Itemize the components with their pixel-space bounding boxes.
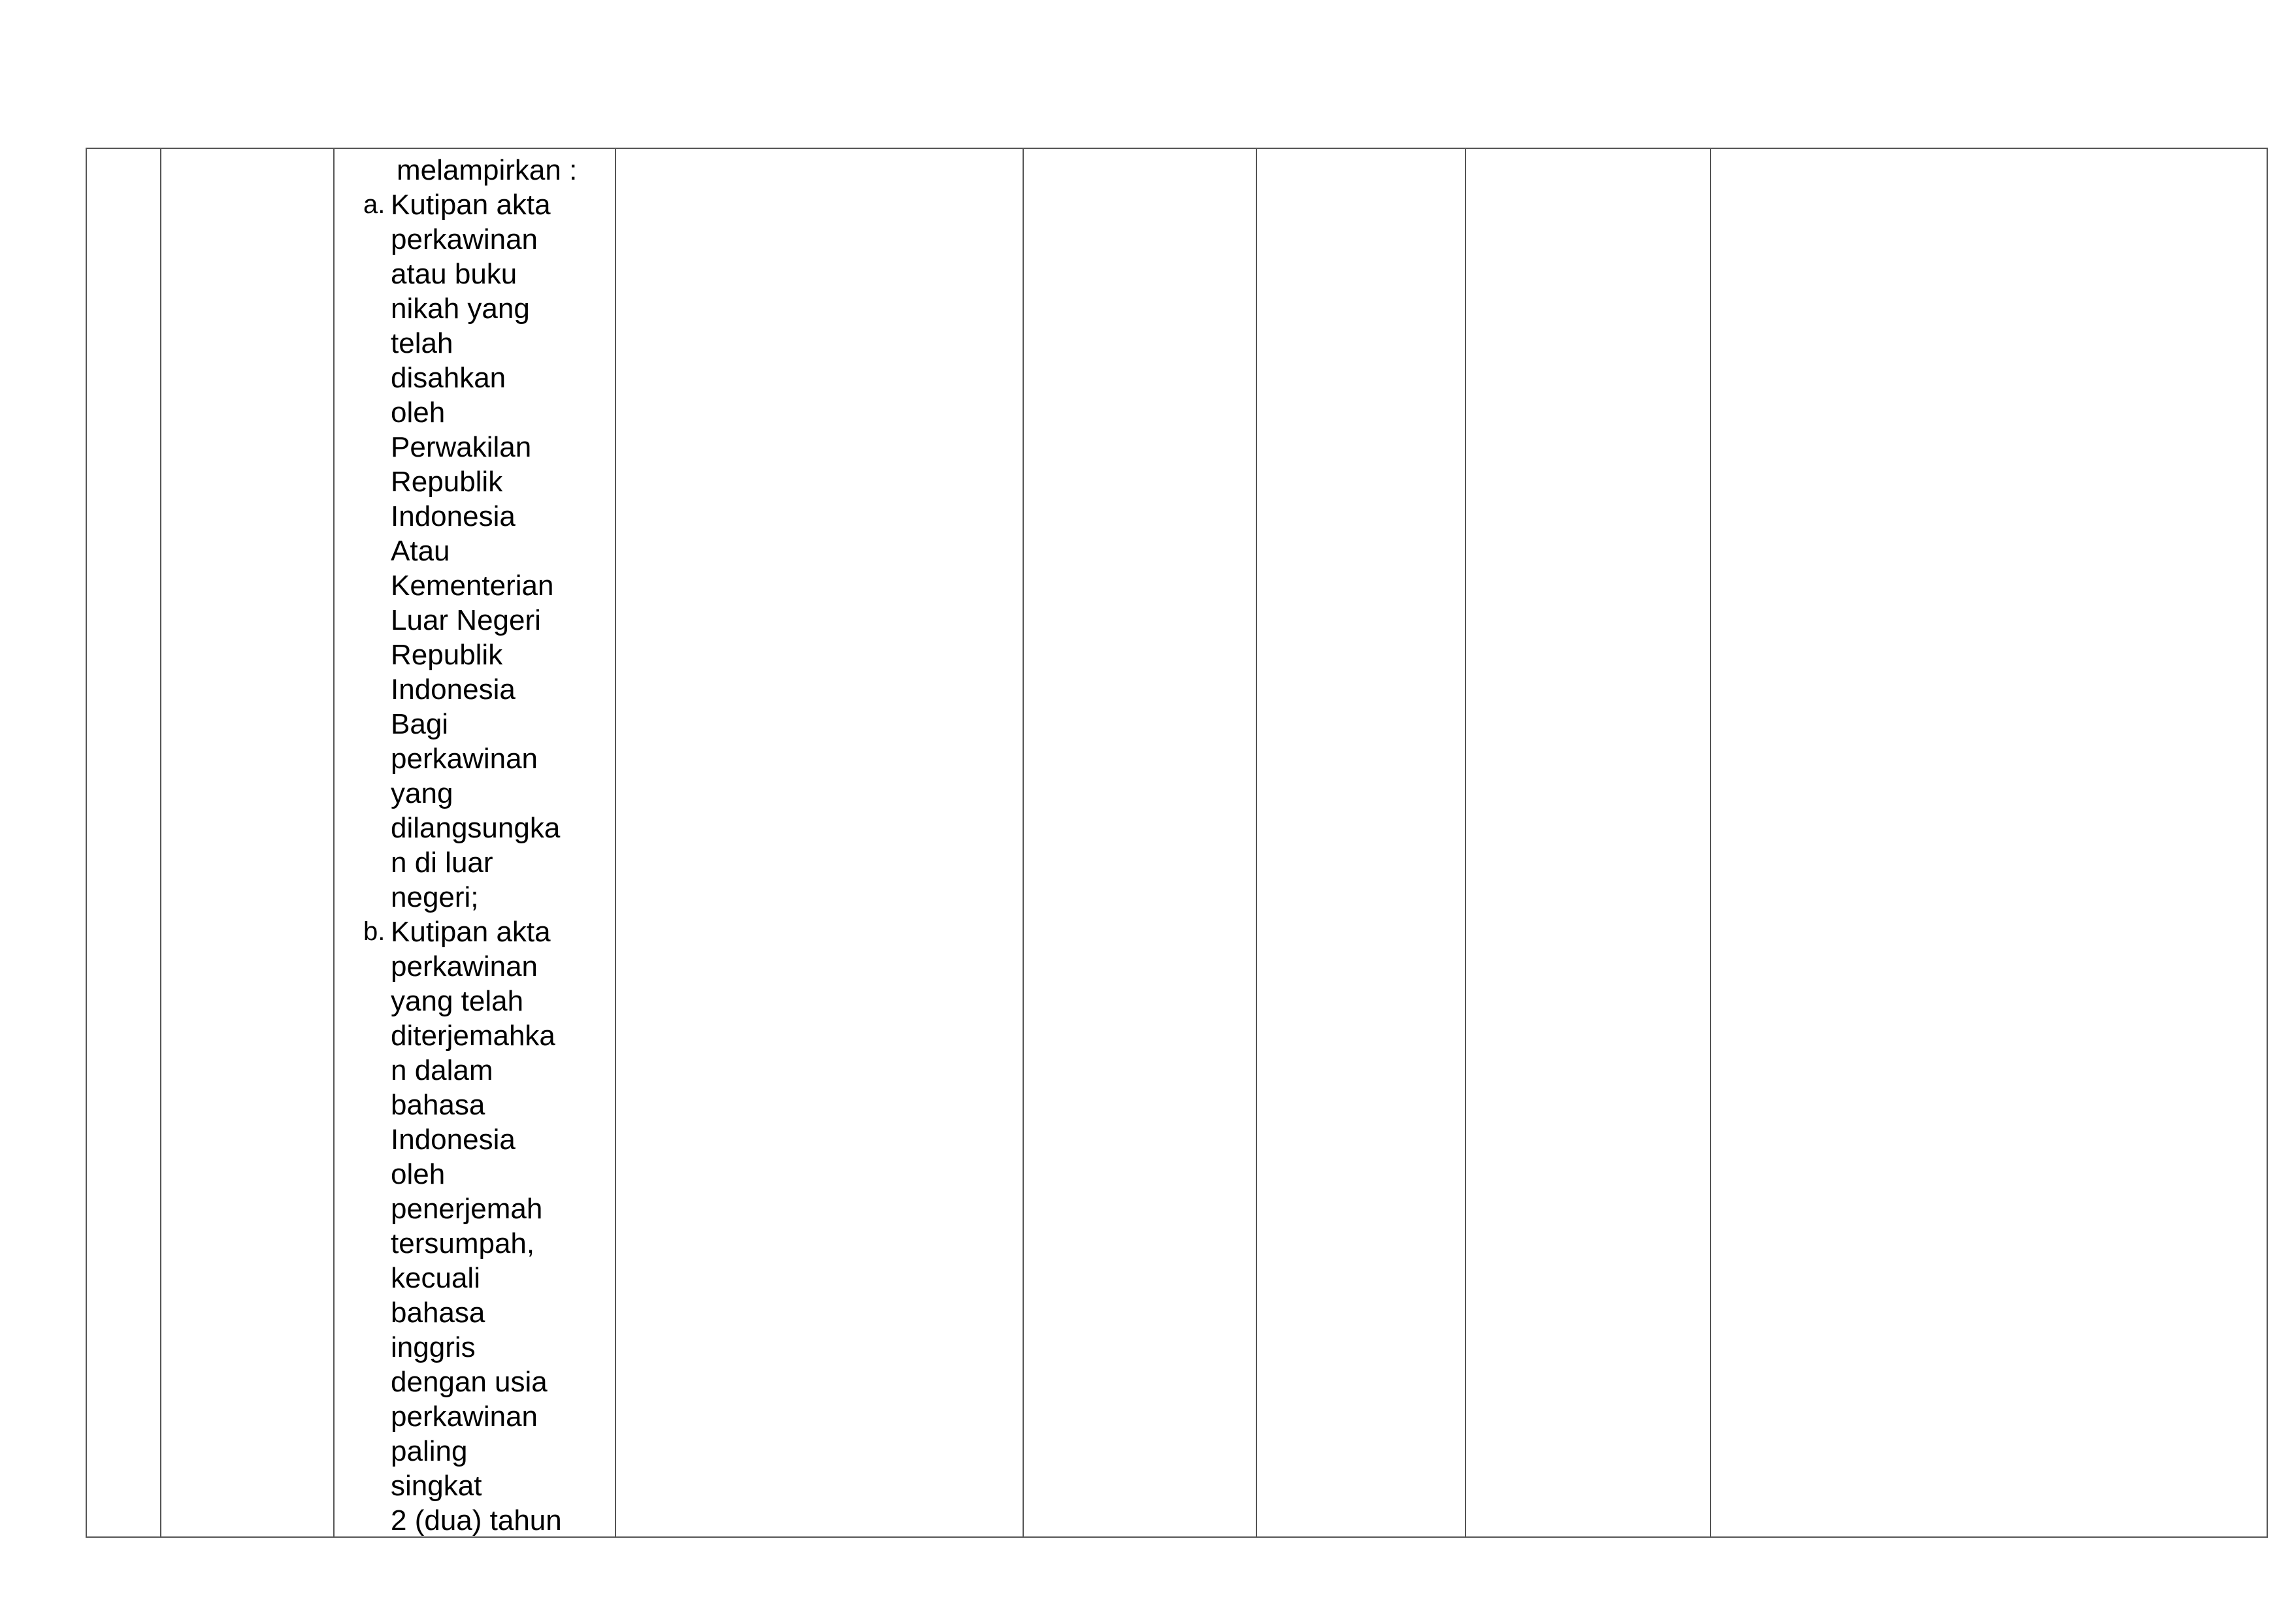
- text-line: tersumpah,: [391, 1227, 535, 1259]
- text-line: Kutipan akta: [391, 916, 551, 948]
- table-cell-requirements: [334, 148, 615, 1537]
- text-line: kecuali: [391, 1262, 480, 1294]
- table-cell-2: [161, 148, 334, 1537]
- text-line: Perwakilan: [391, 431, 532, 463]
- table-cell-6: [1256, 148, 1466, 1537]
- text-line: singkat: [391, 1470, 482, 1502]
- document-table: [86, 148, 2268, 1538]
- text-line: bahasa: [391, 1297, 485, 1329]
- text-line: oleh: [391, 1158, 446, 1190]
- text-line: penerjemah: [391, 1193, 543, 1225]
- text-line: disahkan: [391, 362, 506, 394]
- text-line: oleh: [391, 397, 446, 429]
- list-marker: b.: [363, 917, 385, 946]
- text-line: perkawinan: [391, 223, 538, 255]
- text-line: Atau: [391, 535, 450, 567]
- table-cell-4: [615, 148, 1023, 1537]
- text-line: Bagi: [391, 708, 449, 740]
- list-item: [335, 187, 609, 915]
- text-line: 2 (dua) tahun: [391, 1504, 562, 1536]
- text-line: dilangsungka: [391, 812, 561, 844]
- text-line: Republik: [391, 639, 503, 671]
- text-line: Kementerian: [391, 570, 554, 602]
- table-row: [86, 148, 2267, 1537]
- text-line: atau buku: [391, 258, 517, 290]
- text-line: telah: [391, 327, 453, 359]
- table-cell-5: [1023, 148, 1256, 1537]
- table-cell-1: [86, 148, 161, 1537]
- list-item: [335, 915, 609, 1538]
- text-line: perkawinan: [391, 1401, 538, 1433]
- text-line: bahasa: [391, 1089, 485, 1121]
- text-line: Republik: [391, 466, 503, 498]
- list-marker: a.: [363, 190, 385, 219]
- text-line: Kutipan akta: [391, 189, 551, 221]
- text-line: negeri;: [391, 881, 479, 913]
- intro-text: melampirkan :: [397, 154, 578, 186]
- text-line: Indonesia: [391, 500, 516, 532]
- text-line: perkawinan: [391, 743, 538, 775]
- text-line: yang telah: [391, 985, 524, 1017]
- table-cell-8: [1711, 148, 2267, 1537]
- text-line: Indonesia: [391, 1124, 516, 1156]
- text-line: nikah yang: [391, 293, 530, 325]
- text-line: yang: [391, 777, 453, 809]
- list-item-text: [391, 915, 609, 1538]
- text-line: n di luar: [391, 847, 493, 879]
- text-line: diterjemahka: [391, 1020, 555, 1052]
- text-line: paling: [391, 1435, 468, 1467]
- text-line: n dalam: [391, 1054, 493, 1086]
- table-cell-7: [1466, 148, 1711, 1537]
- text-line: perkawinan: [391, 950, 538, 983]
- text-line: Indonesia: [391, 674, 516, 706]
- list-item-text: [391, 187, 609, 915]
- text-line: Luar Negeri: [391, 604, 541, 636]
- text-line: inggris: [391, 1331, 476, 1363]
- requirements-list: [335, 187, 609, 1538]
- text-line: dengan usia: [391, 1366, 548, 1398]
